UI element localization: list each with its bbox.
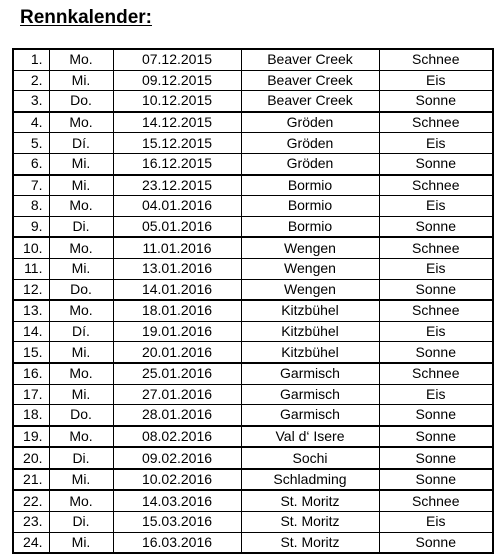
table-row: [13, 216, 493, 237]
table-row: [13, 321, 493, 342]
race-weather: Sonne: [379, 279, 493, 300]
race-number: 7.: [13, 175, 49, 196]
race-number: 6.: [13, 153, 49, 174]
race-number: 16.: [13, 363, 49, 384]
race-number: 24.: [13, 532, 49, 553]
table-row: [13, 279, 493, 300]
table-row: [13, 469, 493, 491]
race-location: Wengen: [241, 279, 379, 300]
race-date: 18.01.2016: [113, 300, 241, 321]
table-row: [13, 258, 493, 279]
race-weekday: Mo.: [49, 49, 113, 70]
race-weather: Sonne: [379, 216, 493, 237]
race-weather: Schnee: [379, 300, 493, 321]
table-row: [13, 426, 493, 448]
race-weekday: Mi.: [49, 342, 113, 363]
race-date: 15.12.2015: [113, 133, 241, 154]
race-weekday: Do.: [49, 279, 113, 300]
race-number: 2.: [13, 70, 49, 91]
race-number: 11.: [13, 258, 49, 279]
race-weekday: Mi.: [49, 70, 113, 91]
table-row: [13, 512, 493, 533]
race-number: 13.: [13, 300, 49, 321]
race-weekday: Mo.: [49, 196, 113, 217]
race-date: 20.01.2016: [113, 342, 241, 363]
race-weather: Eis: [379, 133, 493, 154]
race-location: Garmisch: [241, 384, 379, 405]
race-date: 08.02.2016: [113, 426, 241, 448]
race-date: 14.03.2016: [113, 490, 241, 511]
race-location: Val d‘ Isere: [241, 426, 379, 448]
race-number: 21.: [13, 469, 49, 491]
race-weekday: Do.: [49, 405, 113, 426]
race-date: 14.01.2016: [113, 279, 241, 300]
race-number: 8.: [13, 196, 49, 217]
race-number: 5.: [13, 133, 49, 154]
race-location: Bormio: [241, 175, 379, 196]
race-location: Garmisch: [241, 405, 379, 426]
race-location: Gröden: [241, 133, 379, 154]
race-weekday: Mi.: [49, 469, 113, 491]
race-date: 28.01.2016: [113, 405, 241, 426]
race-weather: Eis: [379, 258, 493, 279]
race-number: 4.: [13, 112, 49, 133]
race-weekday: Di.: [49, 512, 113, 533]
race-number: 9.: [13, 216, 49, 237]
race-date: 15.03.2016: [113, 512, 241, 533]
race-location: Schladming: [241, 469, 379, 491]
race-date: 23.12.2015: [113, 175, 241, 196]
race-weather: Schnee: [379, 237, 493, 258]
race-number: 3.: [13, 91, 49, 112]
race-location: Wengen: [241, 237, 379, 258]
race-number: 1.: [13, 49, 49, 70]
race-weekday: Mo.: [49, 363, 113, 384]
table-row: [13, 153, 493, 174]
race-date: 10.12.2015: [113, 91, 241, 112]
table-row: [13, 196, 493, 217]
race-location: Gröden: [241, 112, 379, 133]
race-weekday: Mo.: [49, 426, 113, 448]
table-row: [13, 342, 493, 363]
race-location: Kitzbühel: [241, 321, 379, 342]
race-weekday: Mi.: [49, 153, 113, 174]
race-location: Kitzbühel: [241, 300, 379, 321]
race-number: 12.: [13, 279, 49, 300]
race-weekday: Mo.: [49, 112, 113, 133]
race-weather: Sonne: [379, 447, 493, 469]
table-row: [13, 133, 493, 154]
race-location: Beaver Creek: [241, 49, 379, 70]
race-number: 10.: [13, 237, 49, 258]
table-row: [13, 447, 493, 469]
table-row: [13, 532, 493, 553]
table-row: [13, 49, 493, 70]
race-date: 19.01.2016: [113, 321, 241, 342]
race-location: Bormio: [241, 216, 379, 237]
page-title: Rennkalender:: [20, 7, 152, 28]
table-row: [13, 91, 493, 112]
race-weekday: Mi.: [49, 384, 113, 405]
race-weather: Eis: [379, 512, 493, 533]
race-date: 10.02.2016: [113, 469, 241, 491]
table-row: [13, 237, 493, 258]
race-weather: Schnee: [379, 112, 493, 133]
race-number: 14.: [13, 321, 49, 342]
race-weather: Eis: [379, 384, 493, 405]
race-weather: Sonne: [379, 405, 493, 426]
race-date: 16.03.2016: [113, 532, 241, 553]
race-location: Bormio: [241, 196, 379, 217]
race-location: Beaver Creek: [241, 91, 379, 112]
race-date: 25.01.2016: [113, 363, 241, 384]
race-date: 14.12.2015: [113, 112, 241, 133]
table-row: [13, 300, 493, 321]
race-location: St. Moritz: [241, 512, 379, 533]
race-calendar-table: [12, 48, 494, 554]
race-number: 17.: [13, 384, 49, 405]
race-weather: Sonne: [379, 469, 493, 491]
race-number: 15.: [13, 342, 49, 363]
race-number: 19.: [13, 426, 49, 448]
race-weekday: Mi.: [49, 175, 113, 196]
race-date: 11.01.2016: [113, 237, 241, 258]
race-weekday: Mo.: [49, 300, 113, 321]
table-row: [13, 112, 493, 133]
race-date: 09.02.2016: [113, 447, 241, 469]
race-location: Beaver Creek: [241, 70, 379, 91]
race-number: 22.: [13, 490, 49, 511]
table-row: [13, 384, 493, 405]
race-location: Gröden: [241, 153, 379, 174]
table-row: [13, 363, 493, 384]
race-location: Sochi: [241, 447, 379, 469]
race-weather: Sonne: [379, 153, 493, 174]
race-location: St. Moritz: [241, 490, 379, 511]
race-number: 23.: [13, 512, 49, 533]
race-weather: Schnee: [379, 49, 493, 70]
race-location: Garmisch: [241, 363, 379, 384]
race-weekday: Do.: [49, 91, 113, 112]
race-weekday: Mi.: [49, 532, 113, 553]
race-date: 07.12.2015: [113, 49, 241, 70]
race-weekday: Di.: [49, 447, 113, 469]
race-weather: Sonne: [379, 342, 493, 363]
race-weekday: Dí.: [49, 321, 113, 342]
race-date: 27.01.2016: [113, 384, 241, 405]
table-row: [13, 70, 493, 91]
race-weather: Schnee: [379, 490, 493, 511]
race-weekday: Di.: [49, 216, 113, 237]
race-weekday: Mo.: [49, 490, 113, 511]
race-weather: Eis: [379, 196, 493, 217]
race-weather: Sonne: [379, 532, 493, 553]
race-weather: Eis: [379, 321, 493, 342]
race-number: 18.: [13, 405, 49, 426]
table-row: [13, 405, 493, 426]
race-weekday: Mi.: [49, 258, 113, 279]
table-row: [13, 175, 493, 196]
race-weekday: Mo.: [49, 237, 113, 258]
race-weekday: Dí.: [49, 133, 113, 154]
race-weather: Sonne: [379, 426, 493, 448]
race-location: Wengen: [241, 258, 379, 279]
race-weather: Eis: [379, 70, 493, 91]
race-date: 05.01.2016: [113, 216, 241, 237]
race-date: 13.01.2016: [113, 258, 241, 279]
table-row: [13, 490, 493, 511]
race-location: St. Moritz: [241, 532, 379, 553]
race-weather: Schnee: [379, 175, 493, 196]
race-date: 09.12.2015: [113, 70, 241, 91]
race-date: 16.12.2015: [113, 153, 241, 174]
race-weather: Schnee: [379, 363, 493, 384]
race-location: Kitzbühel: [241, 342, 379, 363]
race-number: 20.: [13, 447, 49, 469]
race-weather: Sonne: [379, 91, 493, 112]
race-date: 04.01.2016: [113, 196, 241, 217]
